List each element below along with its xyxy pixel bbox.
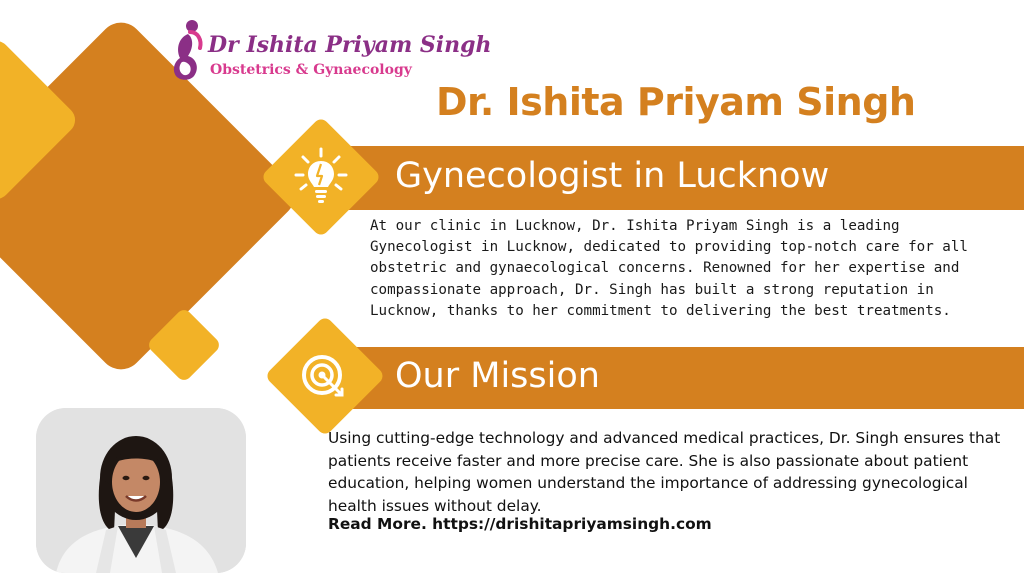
logo-tagline: Obstetrics & Gynaecology bbox=[210, 62, 412, 78]
section2-heading: Our Mission bbox=[395, 356, 600, 396]
section2-body: Using cutting-edge technology and advanced medical practices, Dr. Singh ensures that patients receive faster and more precise care. She is also passionate about patient education, helping women understand the importance of addressing gynecological health issues without delay. bbox=[328, 429, 1001, 515]
doctor-photo bbox=[36, 408, 246, 573]
read-more-link[interactable]: Read More. https://drishitapriyamsingh.com bbox=[328, 515, 712, 533]
page-title: Dr. Ishita Priyam Singh bbox=[436, 80, 916, 124]
lightbulb-icon bbox=[290, 145, 352, 209]
section1-heading: Gynecologist in Lucknow bbox=[395, 156, 830, 196]
doctor-portrait-icon bbox=[36, 408, 246, 573]
section1-body: At our clinic in Lucknow, Dr. Ishita Priyam Singh is a leading Gynecologist in Lucknow, dedicated to providing top-notch care for all obstetric and gynaecological concerns. Renowned for her expertise and compassionate approach, Dr. Singh has built a strong reputation in Lucknow, thanks to her commitment to delivering the best treatments. bbox=[370, 218, 968, 319]
target-icon bbox=[296, 348, 352, 404]
pregnant-woman-logo-icon bbox=[168, 18, 208, 82]
logo-name: Dr Ishita Priyam Singh bbox=[208, 32, 492, 58]
